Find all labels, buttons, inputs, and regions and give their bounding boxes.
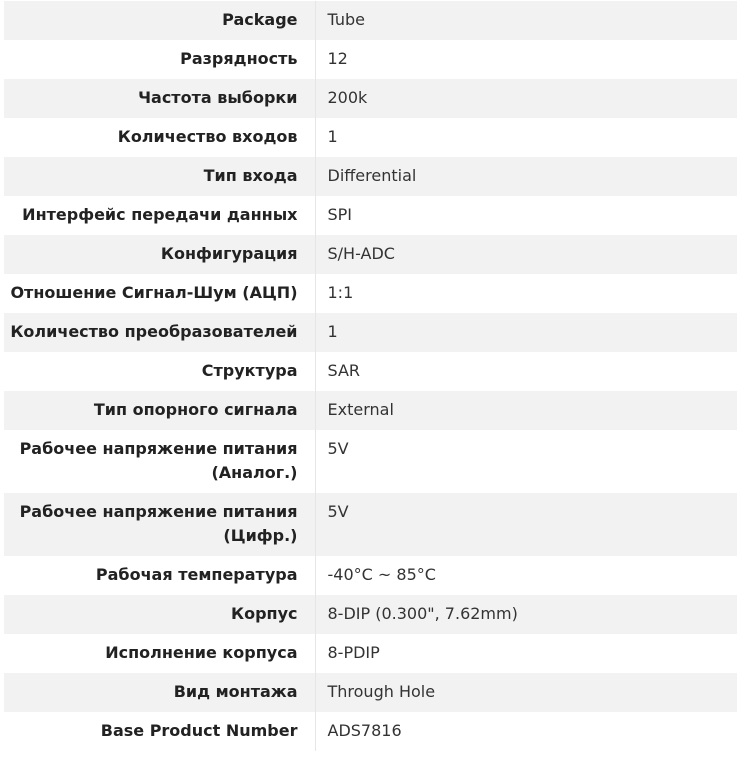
spec-value: Tube (327, 10, 365, 29)
spec-value: S/H-ADC (327, 244, 395, 263)
spec-value: 200k (327, 88, 368, 107)
spec-row-operating-temperature (4, 556, 737, 595)
spec-label: Количество преобразователей (4, 313, 315, 352)
spec-label: Вид монтажа (4, 673, 315, 712)
spec-value: 1 (327, 322, 338, 341)
spec-row-converter-count (4, 313, 737, 352)
spec-label: Интерфейс передачи данных (4, 196, 315, 235)
spec-row-digital-supply (4, 493, 737, 556)
spec-value: ADS7816 (327, 721, 402, 740)
spec-label: Конфигурация (4, 235, 315, 274)
spec-label: Рабочее напряжение питания (Цифр.) (4, 493, 315, 556)
spec-row-input-count (4, 118, 737, 157)
spec-value: 5V (327, 502, 349, 521)
spec-label: Корпус (4, 595, 315, 634)
spec-label: Рабочая температура (4, 556, 315, 595)
spec-row-data-interface (4, 196, 737, 235)
spec-row-analog-supply (4, 430, 737, 493)
spec-value: 8-PDIP (327, 643, 380, 662)
spec-row-input-type (4, 157, 737, 196)
spec-label: Отношение Сигнал-Шум (АЦП) (4, 274, 315, 313)
spec-label: Package (4, 1, 315, 40)
spec-label: Структура (4, 352, 315, 391)
spec-row-package (4, 1, 737, 40)
spec-row-package-case (4, 595, 737, 634)
spec-value: Through Hole (327, 682, 436, 701)
spec-label: Разрядность (4, 40, 315, 79)
spec-row-snr (4, 274, 737, 313)
spec-label: Частота выборки (4, 79, 315, 118)
spec-value: 1:1 (327, 283, 354, 302)
spec-row-architecture (4, 352, 737, 391)
spec-value: 8-DIP (0.300", 7.62mm) (327, 604, 518, 623)
spec-value: SAR (327, 361, 361, 380)
spec-label: Рабочее напряжение питания (Аналог.) (4, 430, 315, 493)
specifications-table (4, 1, 737, 751)
spec-label: Base Product Number (4, 712, 315, 751)
spec-label: Тип входа (4, 157, 315, 196)
spec-value: Differential (327, 166, 417, 185)
spec-row-supplier-package (4, 634, 737, 673)
spec-label: Тип опорного сигнала (4, 391, 315, 430)
spec-row-base-product-number (4, 712, 737, 751)
spec-value: SPI (327, 205, 353, 224)
spec-value: 5V (327, 439, 349, 458)
spec-row-mounting-type (4, 673, 737, 712)
spec-row-configuration (4, 235, 737, 274)
spec-label: Количество входов (4, 118, 315, 157)
spec-row-reference-type (4, 391, 737, 430)
spec-row-resolution (4, 40, 737, 79)
spec-value: -40°C ~ 85°C (327, 565, 436, 584)
spec-value: External (327, 400, 394, 419)
spec-label: Исполнение корпуса (4, 634, 315, 673)
spec-row-sampling-rate (4, 79, 737, 118)
spec-value: 1 (327, 127, 338, 146)
spec-value: 12 (327, 49, 348, 68)
